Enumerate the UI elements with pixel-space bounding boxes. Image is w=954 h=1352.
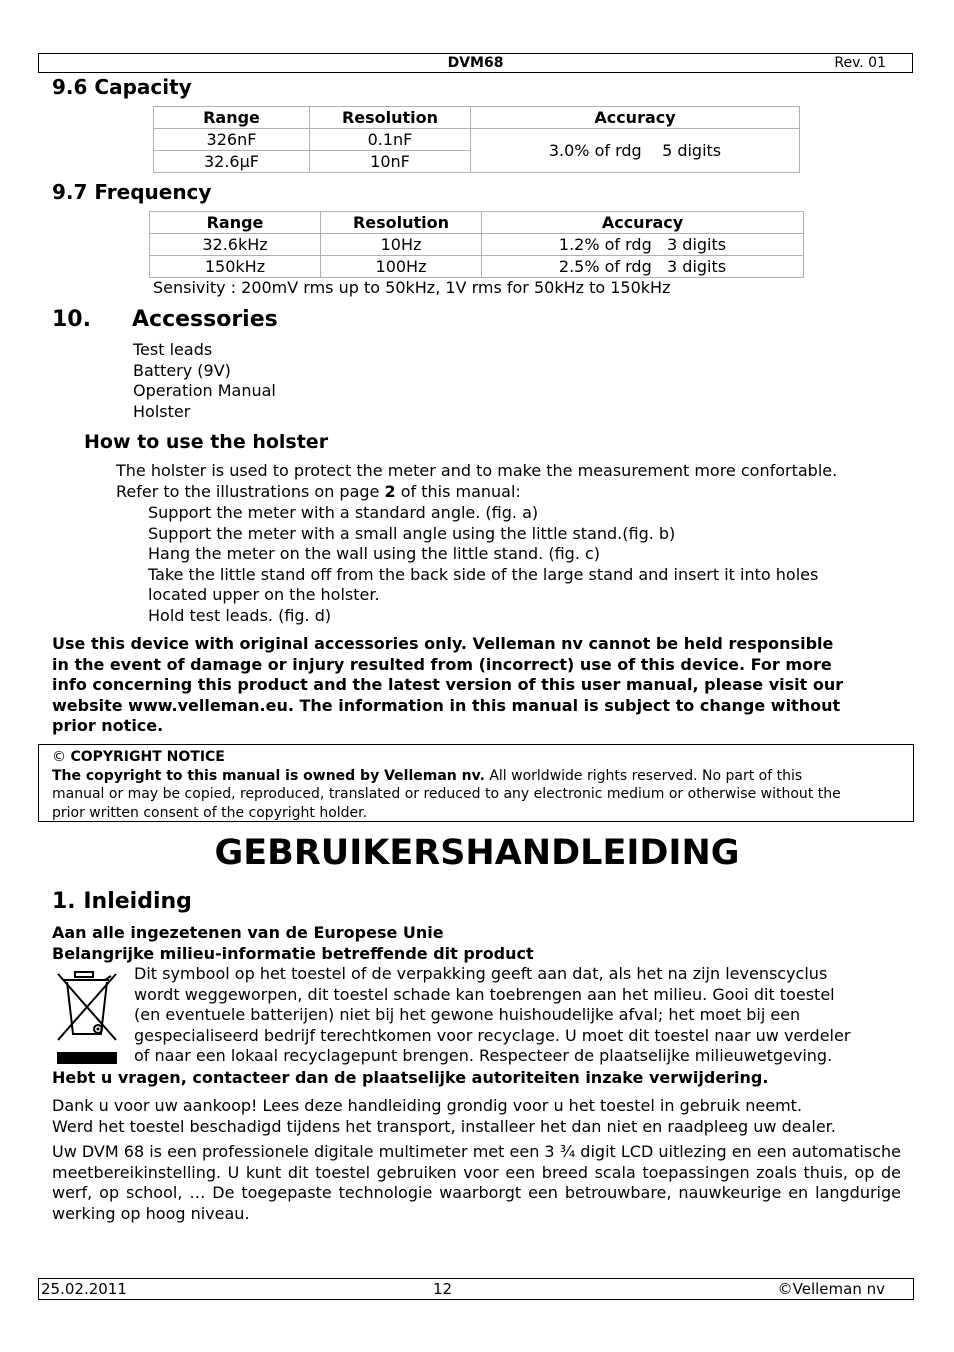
list-item: Holster: [133, 401, 191, 421]
frequency-sensitivity-note: Sensivity : 200mV rms up to 50kHz, 1V rms for 50kHz to 150kHz: [153, 278, 671, 297]
weee-line: of naar een lokaal recyclagepunt brengen. Respecteer de plaatselijke milieuwetgeving.: [134, 1046, 833, 1066]
thanks-paragraph: [52, 1096, 836, 1137]
col-header-accuracy: Accuracy: [471, 107, 800, 129]
section-title: Accessories: [132, 307, 278, 332]
copyright-line: [52, 767, 900, 786]
list-item: Test leads: [133, 340, 213, 359]
capacity-heading: 9.6 Capacity: [52, 75, 192, 99]
accuracy-percent: 1.2% of rdg: [558, 234, 652, 254]
col-header-resolution: Resolution: [321, 212, 482, 234]
accuracy-digits: 3 digits: [667, 256, 727, 276]
manual-title: GEBRUIKERSHANDLEIDING: [214, 833, 740, 873]
list-item: Battery (9V): [133, 360, 231, 380]
copyright-notice: [38, 744, 914, 822]
holster-steps: [148, 503, 818, 627]
copyright-title: COPYRIGHT NOTICE: [70, 749, 225, 765]
footer-page-number: 12: [433, 1280, 453, 1298]
product-description: Uw DVM 68 is een professionele digitale multimeter met een 3 ¾ digit LCD uitlezing en een automatische meetbereikinstelling. U kunt dit toestel gebruiken voor een breed scala toepassingen zoals thuis, op de werf, op school, … De toegepaste technologie waarborgt een betrouwbare, nauwkeurige en langdurige werking op hoog niveau.: [52, 1142, 901, 1223]
copyright-line: prior written consent of the copyright holder.: [52, 804, 368, 821]
cell-range: 32.6µF: [154, 151, 310, 173]
col-header-range: Range: [150, 212, 321, 234]
copyright-symbol: ©: [52, 749, 66, 765]
list-item: Support the meter with a standard angle. (fig. a): [148, 503, 539, 522]
cell-range: 150kHz: [150, 256, 321, 278]
copyright-owner: The copyright to this manual is owned by Velleman nv.: [52, 767, 485, 784]
warning-line: prior notice.: [52, 716, 164, 736]
list-item: Operation Manual: [133, 381, 276, 401]
warning-line: website www.velleman.eu. The information in this manual is subject to change without: [52, 695, 841, 715]
warning-line: Use this device with original accessories only. Velleman nv cannot be held responsible: [52, 634, 834, 653]
text-span: All worldwide rights reserved. No part of this: [484, 767, 803, 784]
table-row: [150, 234, 804, 256]
text-span: of this manual:: [395, 481, 521, 501]
holster-intro-line: [116, 482, 837, 503]
warning-line: in the event of damage or injury resulted from (incorrect) use of this device. For more: [52, 654, 832, 674]
accuracy-digits: 3 digits: [667, 234, 727, 254]
intro-subheading: Belangrijke milieu-informatie betreffende dit product: [52, 943, 534, 963]
cell-resolution: 0.1nF: [310, 129, 471, 151]
accessories-list: [133, 340, 276, 422]
accessories-heading: [52, 307, 278, 332]
accessories-warning: [52, 634, 843, 737]
intro-subheadings: [52, 923, 534, 964]
text-span: Refer to the illustrations on page: [116, 481, 385, 501]
section-title: Inleiding: [83, 889, 192, 914]
list-item: Support the meter with a small angle using the little stand.(fig. b): [148, 523, 676, 543]
table-header-row: [150, 212, 804, 234]
footer-date: 25.02.2011: [41, 1280, 127, 1298]
section-number: 10.: [52, 307, 91, 332]
accuracy-percent: 2.5% of rdg: [558, 256, 652, 276]
cell-range: 32.6kHz: [150, 234, 321, 256]
copyright-line: manual or may be copied, reproduced, translated or reduced to any electronic medium or otherwise without the: [52, 786, 841, 802]
table-header-row: [154, 107, 800, 129]
cell-resolution: 10nF: [310, 151, 471, 173]
frequency-heading: 9.7 Frequency: [52, 180, 212, 204]
header-revision: Rev. 01: [834, 55, 886, 71]
holster-intro: [116, 461, 837, 502]
weee-line: wordt weggeworpen, dit toestel schade kan toebrengen aan het milieu. Gooi dit toestel: [134, 984, 835, 1004]
col-header-accuracy: Accuracy: [482, 212, 804, 234]
section-number: 1.: [52, 889, 76, 914]
cell-range: 326nF: [154, 129, 310, 151]
holster-intro-line: The holster is used to protect the meter and to make the measurement more confortable.: [116, 461, 838, 480]
table-row: [150, 256, 804, 278]
cell-accuracy: [482, 234, 804, 256]
disposal-contact-note: Hebt u vragen, contacteer dan de plaatselijke autoriteiten inzake verwijdering.: [52, 1068, 769, 1087]
list-item: Hold test leads. (fig. d): [148, 605, 332, 625]
list-item: Take the little stand off from the back side of the large stand and insert it into holes: [148, 564, 819, 584]
intro-subheading: Aan alle ingezetenen van de Europese Unie: [52, 923, 444, 942]
weee-crossed-bin-icon: [55, 968, 119, 1066]
thanks-line: Dank u voor uw aankoop! Lees deze handleiding grondig voor u het toestel in gebruik neemt.: [52, 1096, 803, 1115]
cell-accuracy: [471, 129, 800, 173]
cell-resolution: 100Hz: [321, 256, 482, 278]
capacity-table: [153, 106, 800, 173]
col-header-resolution: Resolution: [310, 107, 471, 129]
table-row: [154, 129, 800, 151]
cell-resolution: 10Hz: [321, 234, 482, 256]
cell-accuracy: [482, 256, 804, 278]
footer-company: ©Velleman nv: [777, 1280, 885, 1298]
page-header: [38, 53, 913, 73]
weee-line: Dit symbool op het toestel of de verpakking geeft aan dat, als het na zijn levenscyclus: [134, 964, 828, 983]
weee-text: [134, 964, 850, 1067]
list-item: Hang the meter on the wall using the little stand. (fig. c): [148, 544, 601, 564]
thanks-line: Werd het toestel beschadigd tijdens het transport, installeer het dan niet en raadpleeg uw dealer.: [52, 1116, 836, 1136]
holster-heading: How to use the holster: [84, 431, 329, 453]
weee-line: (en eventuele batterijen) niet bij het gewone huishoudelijke afval; het moet bij een: [134, 1005, 801, 1025]
intro-heading: [52, 889, 192, 914]
page-reference: 2: [384, 481, 396, 501]
header-doc-name: DVM68: [447, 55, 504, 71]
copyright-title-line: [52, 748, 900, 767]
warning-line: info concerning this product and the latest version of this user manual, please visit our: [52, 675, 844, 695]
weee-line: gespecialiseerd bedrijf terechtkomen voor recyclage. U moet dit toestel naar uw verdeler: [134, 1025, 851, 1045]
accuracy-percent: 3.0% of rdg: [548, 140, 642, 160]
frequency-table: [149, 211, 804, 278]
col-header-range: Range: [154, 107, 310, 129]
accuracy-digits: 5 digits: [662, 140, 722, 160]
page-footer: [38, 1278, 914, 1300]
list-item: located upper on the holster.: [148, 585, 380, 605]
